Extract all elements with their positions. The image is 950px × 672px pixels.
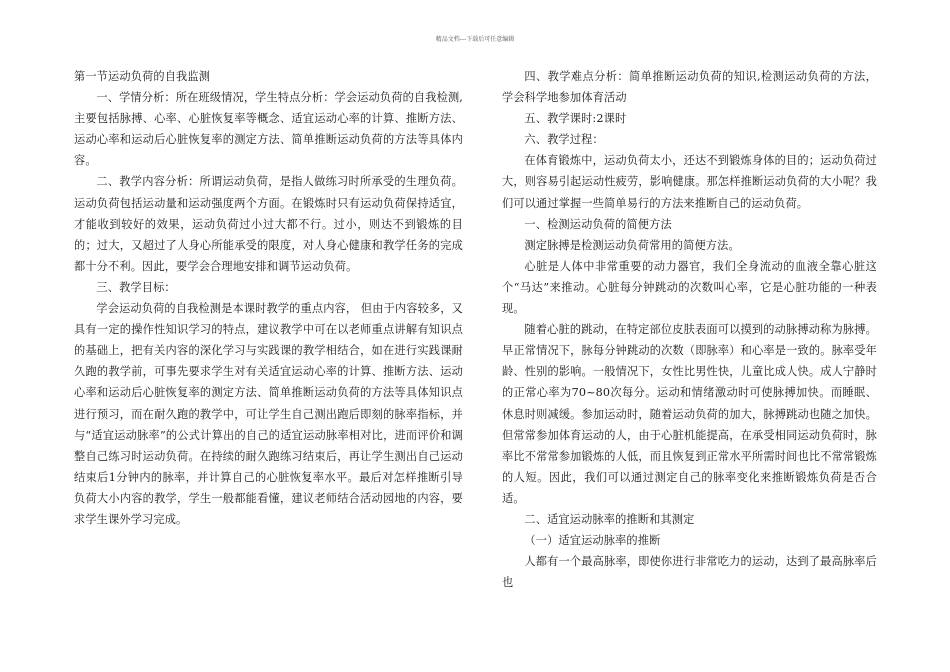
paragraph: 三、教学目标： — [96, 280, 176, 294]
paragraph: 在体育锻炼中，运动负荷太小，还达不到锻炼身体的目的；运动负荷过大，则容易引起运动性疲劳，影响健康。那怎样推断运动负荷的大小呢？我们可以通过掌握一些简单易行的方法来推断自己的运动负荷。 — [502, 154, 877, 210]
right-column — [502, 66, 877, 593]
paragraph: 测定脉搏是检测运动负荷常用的简便方法。 — [524, 238, 740, 252]
paragraph: （一）适宜运动脉率的推断 — [524, 534, 661, 548]
section-title: 第一节运动负荷的自我监测 — [74, 70, 211, 83]
paragraph: 随着心脏的跳动，在特定部位皮肤表面可以摸到的动脉搏动称为脉搏。早正常情况下，脉每分钟跳动的次数（即脉率）和心率是一致的。脉率受年龄、性别的影响。一般情况下，女性比男性快，儿童比成人快。成人宁静时的正常心率为70~80次每分。运动和情绪激动时可使脉搏加快。而睡眠、休息时则减缓。参加运动时，随着运动负荷的加大，脉搏跳动也随之加快。但常常参加体育运动的人，由于心脏机能提高，在承受相同运动负荷时，脉率比不常常参加锻炼的人低，而且恢复到正常水平所需时间也比不常常锻炼的人短。因此，我们可以通过测定自己的脉率变化来推断锻炼负荷是否合适。 — [502, 323, 877, 505]
paragraph: 六、教学过程： — [524, 133, 604, 147]
paragraph: 一、学情分析：所在班级情况，学生特点分析：学会运动负荷的自我检测,主要包括脉搏、心率、心脏恢复率等概念、适宜运动心率的计算、推断方法、运动心率和运动后心脏恢复率的测定方法、简单推断运动负荷的方法等具体内容。 — [74, 91, 463, 168]
paragraph: 二、教学内容分析：所谓运动负荷，是指人做练习时所承受的生理负荷。运动负荷包括运动量和运动强度两个方面。在锻炼时只有运动负荷保持适宜，才能收到较好的效果，运动负荷过小过大都不行。过小，则达不到锻炼的目的；过大，又超过了人身心所能承受的限度，对人身心健康和教学任务的完成都十分不利。因此，要学会合理地安排和调节运动负荷。 — [74, 175, 463, 273]
left-column — [74, 66, 463, 530]
paragraph: 五、教学课时:2课时 — [524, 112, 627, 126]
paragraph: 二、适宜运动脉率的推断和其测定 — [524, 512, 695, 526]
paragraph: 心脏是人体中非常重要的动力器官，我们全身流动的血液全靠心脏这个“马达”来推动。心脏每分钟跳动的次数叫心率，它是心脏功能的一种表现。 — [502, 259, 877, 316]
paragraph: 学会运动负荷的自我检测是本课时教学的重点内容， 但由于内容较多，又具有一定的操作性知识学习的特点，建议教学中可在以老师重点讲解有知识点的基础上，把有关内容的深化学习与实践课的教学相结合，如在进行实践课耐久跑的教学前，可事先要求学生对有关适宜运动心率的计算、推断方法、运动心率和运动后心脏恢复率的测定方法、简单推断运动负荷的方法等具体知识点进行预习，而在耐久跑的教学中，可让学生自己测出跑后即刻的脉率指标，并与“适宜运动脉率”的公式计算出的自己的适宜运动脉率相对比，进而评价和调整自己练习时运动负荷。在持续的耐久跑练习结束后，再让学生测出自己运动结束后1分钟内的脉率，并计算自己的心脏恢复率水平。最后对怎样推断引导负荷大小内容的教学，学生一般都能看懂，建议老师结合活动园地的内容，要求学生课外学习完成。 — [74, 302, 463, 526]
page-header: 精品文档---下载后可任意编辑 — [435, 36, 515, 43]
paragraph: 四、教学难点分析：简单推断运动负荷的知识,检测运动负荷的方法，学会科学地参加体育活动 — [502, 70, 877, 105]
paragraph: 一、检测运动负荷的简便方法 — [524, 217, 672, 231]
paragraph: 人都有一个最高脉率，即使你进行非常吃力的运动，达到了最高脉率后也 — [502, 555, 877, 590]
